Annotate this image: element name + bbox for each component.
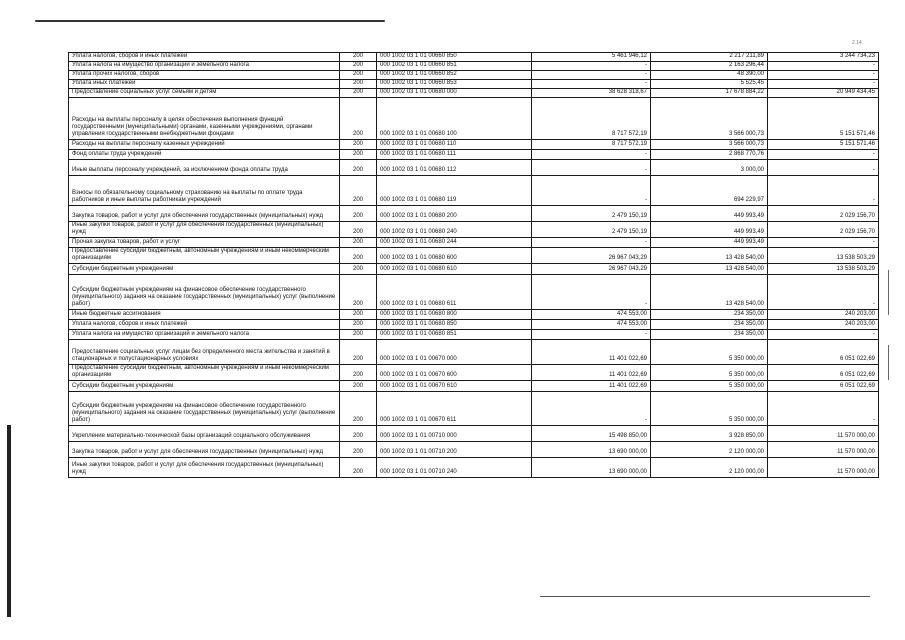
row-description: Взносы по обязательному социальному страхованию на выплаты по оплате труда работников и иные выплаты работникам учреждений	[69, 176, 340, 206]
row-budget-class-code: 000 1002 03 1 01 00670 600	[377, 365, 532, 381]
row-executed-amount: 5 350 000,00	[651, 392, 768, 426]
row-budget-class-code: 000 1002 03 1 01 00680 240	[377, 222, 532, 238]
row-unexecuted-amount: -	[768, 150, 879, 160]
row-budget-class-code: 000 1002 03 1 01 00670 611	[377, 392, 532, 426]
row-budget-class-code: 000 1002 03 1 01 00680 244	[377, 238, 532, 248]
row-description: Предоставление субсидий бюджетным, автономным учреждениям и иным некоммерческим организациям	[69, 365, 340, 381]
page-corner-mark: 2.14	[852, 40, 862, 46]
row-executed-amount: 694 229,97	[651, 176, 768, 206]
row-description: Иные закупки товаров, работ и услуг для обеспечения государственных (муниципальных) нужд	[69, 222, 340, 238]
table-row	[69, 98, 879, 140]
row-budget-class-code: 000 1002 03 1 01 00710 240	[377, 458, 532, 478]
table-row	[69, 365, 879, 381]
table-row	[69, 53, 879, 62]
row-description: Субсидии бюджетным учреждениям	[69, 381, 340, 392]
row-description: Уплата налога на имущество организаций и земельного налога	[69, 62, 340, 71]
row-description: Субсидии бюджетным учреждениям	[69, 264, 340, 275]
row-budget-class-code: 000 1002 03 1 01 00680 119	[377, 176, 532, 206]
row-line-code: 200	[340, 458, 377, 478]
row-description: Расходы на выплаты персоналу в целях обеспечения выполнения функций государственными (муниципальными) органами, казенными учреждениями, органами управления государственными внебюджетными фондами	[69, 98, 340, 140]
row-unexecuted-amount: 11 570 000,00	[768, 442, 879, 458]
budget-execution-table	[68, 52, 879, 478]
table-row	[69, 222, 879, 238]
row-unexecuted-amount: 6 051 022,69	[768, 381, 879, 392]
row-approved-amount: -	[532, 176, 651, 206]
table-row	[69, 160, 879, 176]
row-approved-amount: 5 461 946,12	[532, 53, 651, 62]
row-unexecuted-amount: -	[768, 80, 879, 89]
row-line-code: 200	[340, 381, 377, 392]
table-row	[69, 62, 879, 71]
row-line-code: 200	[340, 71, 377, 80]
row-description: Предоставление социальных услуг лицам без определенного места жительства и занятий в стационарных и полустационарных условиях	[69, 340, 340, 365]
row-approved-amount: -	[532, 62, 651, 71]
row-executed-amount: 5 350 000,00	[651, 340, 768, 365]
row-executed-amount: 2 120 000,00	[651, 442, 768, 458]
row-budget-class-code: 000 1002 03 1 01 00680 112	[377, 160, 532, 176]
row-approved-amount: -	[532, 275, 651, 310]
table-row	[69, 140, 879, 150]
row-unexecuted-amount: -	[768, 238, 879, 248]
row-description: Уплата прочих налогов, сборов	[69, 71, 340, 80]
row-line-code: 200	[340, 89, 377, 98]
row-unexecuted-amount: -	[768, 275, 879, 310]
row-budget-class-code: 000 1002 03 1 01 00680 611	[377, 275, 532, 310]
row-approved-amount: 26 967 043,29	[532, 264, 651, 275]
row-unexecuted-amount: 5 151 571,46	[768, 98, 879, 140]
row-executed-amount: 3 000,00	[651, 160, 768, 176]
row-approved-amount: -	[532, 238, 651, 248]
table-row	[69, 80, 879, 89]
table-row	[69, 320, 879, 330]
row-line-code: 200	[340, 248, 377, 264]
row-description: Уплата налога на имущество организаций и земельного налога	[69, 330, 340, 340]
row-budget-class-code: 000 1002 03 1 01 00680 850	[377, 320, 532, 330]
row-description: Предоставление субсидий бюджетным, автономным учреждениям и иным некоммерческим организациям	[69, 248, 340, 264]
row-approved-amount: -	[532, 160, 651, 176]
row-line-code: 200	[340, 320, 377, 330]
row-approved-amount: 26 967 043,29	[532, 248, 651, 264]
row-line-code: 200	[340, 330, 377, 340]
row-executed-amount: 5 525,45	[651, 80, 768, 89]
row-unexecuted-amount: 3 244 734,23	[768, 53, 879, 62]
row-budget-class-code: 000 1002 03 1 01 00710 200	[377, 442, 532, 458]
row-executed-amount: 234 350,00	[651, 320, 768, 330]
scan-top-rule	[35, 20, 385, 22]
scan-bottom-rule	[540, 596, 870, 597]
row-unexecuted-amount: -	[768, 176, 879, 206]
row-budget-class-code: 000 1002 03 1 01 00660 853	[377, 80, 532, 89]
row-line-code: 200	[340, 140, 377, 150]
row-executed-amount: 2 163 296,44	[651, 62, 768, 71]
row-line-code: 200	[340, 392, 377, 426]
row-unexecuted-amount: -	[768, 71, 879, 80]
row-unexecuted-amount: 2 029 156,70	[768, 222, 879, 238]
row-description: Уплата налогов, сборов и иных платежей	[69, 320, 340, 330]
row-budget-class-code: 000 1002 03 1 01 00660 850	[377, 53, 532, 62]
row-description: Закупка товаров, работ и услуг для обеспечения государственных (муниципальных) нужд	[69, 206, 340, 222]
row-unexecuted-amount: -	[768, 392, 879, 426]
row-unexecuted-amount: 240 203,00	[768, 310, 879, 320]
row-executed-amount: 2 868 770,76	[651, 150, 768, 160]
row-description: Прочая закупка товаров, работ и услуг	[69, 238, 340, 248]
row-budget-class-code: 000 1002 03 1 01 00670 000	[377, 340, 532, 365]
scan-right-edge-mark	[888, 345, 889, 380]
row-approved-amount: 13 690 000,00	[532, 458, 651, 478]
row-approved-amount: 13 690 000,00	[532, 442, 651, 458]
row-unexecuted-amount: 6 051 022,69	[768, 340, 879, 365]
table-row	[69, 89, 879, 98]
row-line-code: 200	[340, 176, 377, 206]
row-unexecuted-amount: -	[768, 330, 879, 340]
row-budget-class-code: 000 1002 03 1 01 00660 852	[377, 71, 532, 80]
row-executed-amount: 2 120 000,00	[651, 458, 768, 478]
row-line-code: 200	[340, 53, 377, 62]
row-unexecuted-amount: 6 051 022,69	[768, 365, 879, 381]
row-approved-amount: -	[532, 80, 651, 89]
row-approved-amount: 11 401 022,69	[532, 365, 651, 381]
row-budget-class-code: 000 1002 03 1 01 00680 851	[377, 330, 532, 340]
row-approved-amount: 11 401 022,69	[532, 381, 651, 392]
row-line-code: 200	[340, 238, 377, 248]
row-unexecuted-amount: -	[768, 62, 879, 71]
row-unexecuted-amount: 20 949 434,45	[768, 89, 879, 98]
row-executed-amount: 3 566 000,73	[651, 140, 768, 150]
row-description: Укрепление материально-технической базы организаций социального обслуживания	[69, 426, 340, 442]
row-approved-amount: 2 479 150,19	[532, 222, 651, 238]
row-description: Уплата иных платежей	[69, 80, 340, 89]
row-executed-amount: 234 350,00	[651, 330, 768, 340]
row-approved-amount: -	[532, 392, 651, 426]
row-description: Иные выплаты персоналу учреждений, за исключением фонда оплаты труда	[69, 160, 340, 176]
row-description: Фонд оплаты труда учреждений	[69, 150, 340, 160]
row-executed-amount: 449 993,49	[651, 222, 768, 238]
row-approved-amount: 15 498 850,00	[532, 426, 651, 442]
row-approved-amount: 2 479 150,19	[532, 206, 651, 222]
row-approved-amount: -	[532, 150, 651, 160]
row-description: Уплата налогов, сборов и иных платежей	[69, 53, 340, 62]
row-unexecuted-amount: 11 570 000,00	[768, 426, 879, 442]
row-executed-amount: 234 350,00	[651, 310, 768, 320]
row-unexecuted-amount: 240 203,00	[768, 320, 879, 330]
row-budget-class-code: 000 1002 03 1 01 00680 200	[377, 206, 532, 222]
row-line-code: 200	[340, 310, 377, 320]
row-line-code: 200	[340, 160, 377, 176]
table-row	[69, 238, 879, 248]
row-description: Расходы на выплаты персоналу казенных учреждений	[69, 140, 340, 150]
row-line-code: 200	[340, 62, 377, 71]
row-approved-amount: 11 401 022,69	[532, 340, 651, 365]
row-executed-amount: 5 350 000,00	[651, 365, 768, 381]
row-budget-class-code: 000 1002 03 1 01 00680 000	[377, 89, 532, 98]
row-description: Закупка товаров, работ и услуг для обеспечения государственных (муниципальных) нужд	[69, 442, 340, 458]
table-row	[69, 381, 879, 392]
row-executed-amount: 17 678 884,22	[651, 89, 768, 98]
row-approved-amount: -	[532, 71, 651, 80]
row-budget-class-code: 000 1002 03 1 01 00680 111	[377, 150, 532, 160]
table-row	[69, 206, 879, 222]
row-executed-amount: 5 350 000,00	[651, 381, 768, 392]
row-budget-class-code: 000 1002 03 1 01 00710 000	[377, 426, 532, 442]
row-budget-class-code: 000 1002 03 1 01 00680 100	[377, 98, 532, 140]
table-row	[69, 264, 879, 275]
row-budget-class-code: 000 1002 03 1 01 00680 110	[377, 140, 532, 150]
row-approved-amount: 474 553,00	[532, 310, 651, 320]
row-unexecuted-amount: 5 151 571,46	[768, 140, 879, 150]
row-line-code: 200	[340, 80, 377, 89]
row-executed-amount: 13 428 540,00	[651, 248, 768, 264]
row-executed-amount: 449 993,49	[651, 206, 768, 222]
row-budget-class-code: 000 1002 03 1 01 00680 800	[377, 310, 532, 320]
row-line-code: 200	[340, 340, 377, 365]
row-description: Субсидии бюджетным учреждениям на финансовое обеспечение государственного (муниципального) задания на оказание государственных (муниципальных) услуг (выполнение работ)	[69, 275, 340, 310]
table-row	[69, 71, 879, 80]
row-unexecuted-amount: 2 029 156,70	[768, 206, 879, 222]
row-approved-amount: 38 628 318,67	[532, 89, 651, 98]
row-executed-amount: 13 428 540,00	[651, 275, 768, 310]
row-executed-amount: 13 428 540,00	[651, 264, 768, 275]
row-executed-amount: 449 993,49	[651, 238, 768, 248]
row-line-code: 200	[340, 442, 377, 458]
row-executed-amount: 48 390,00	[651, 71, 768, 80]
table-row	[69, 176, 879, 206]
table-row	[69, 248, 879, 264]
row-line-code: 200	[340, 264, 377, 275]
row-executed-amount: 2 217 211,89	[651, 53, 768, 62]
row-budget-class-code: 000 1002 03 1 01 00670 610	[377, 381, 532, 392]
table-row	[69, 275, 879, 310]
scan-right-edge-mark	[888, 270, 889, 315]
row-description: Предоставление социальных услуг семьям и детям	[69, 89, 340, 98]
row-line-code: 200	[340, 275, 377, 310]
row-line-code: 200	[340, 365, 377, 381]
row-line-code: 200	[340, 206, 377, 222]
row-line-code: 200	[340, 222, 377, 238]
row-unexecuted-amount: 13 538 503,29	[768, 264, 879, 275]
row-approved-amount: 8 717 572,19	[532, 98, 651, 140]
table-row	[69, 458, 879, 478]
row-description: Субсидии бюджетным учреждениям на финансовое обеспечение государственного (муниципального) задания на оказание государственных (муниципальных) услуг (выполнение работ)	[69, 392, 340, 426]
row-line-code: 200	[340, 150, 377, 160]
table-row	[69, 426, 879, 442]
row-description: Иные бюджетные ассигнования	[69, 310, 340, 320]
table-row	[69, 150, 879, 160]
row-approved-amount: -	[532, 330, 651, 340]
table-row	[69, 330, 879, 340]
row-description: Иные закупки товаров, работ и услуг для обеспечения государственных (муниципальных) нужд	[69, 458, 340, 478]
row-approved-amount: 8 717 572,19	[532, 140, 651, 150]
row-budget-class-code: 000 1002 03 1 01 00680 610	[377, 264, 532, 275]
row-approved-amount: 474 553,00	[532, 320, 651, 330]
table-row	[69, 310, 879, 320]
scan-left-edge-mark	[7, 425, 11, 617]
row-unexecuted-amount: -	[768, 160, 879, 176]
row-unexecuted-amount: 11 570 000,00	[768, 458, 879, 478]
table-row	[69, 392, 879, 426]
table-row	[69, 442, 879, 458]
table-row	[69, 340, 879, 365]
row-budget-class-code: 000 1002 03 1 01 00660 851	[377, 62, 532, 71]
row-budget-class-code: 000 1002 03 1 01 00680 600	[377, 248, 532, 264]
row-line-code: 200	[340, 426, 377, 442]
row-unexecuted-amount: 13 538 503,29	[768, 248, 879, 264]
row-executed-amount: 3 928 850,00	[651, 426, 768, 442]
row-line-code: 200	[340, 98, 377, 140]
row-executed-amount: 3 566 000,73	[651, 98, 768, 140]
